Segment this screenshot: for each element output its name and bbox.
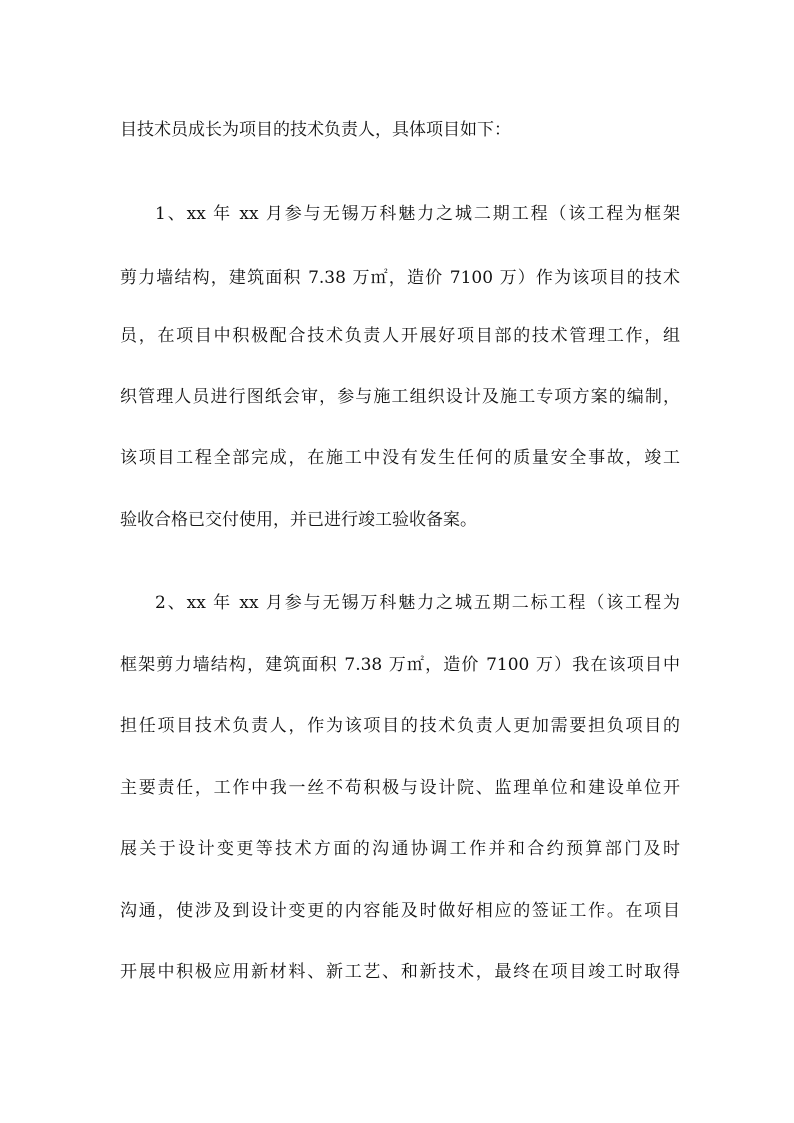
text-line-6: 该项目工程全部完成，在施工中没有发生任何的质量安全事故，竣工 [120,448,680,468]
text-line-11: 主要责任，工作中我一丝不苟积极与设计院、监理单位和建设单位开 [120,778,680,798]
text-line-5: 织管理人员进行图纸会审，参与施工组织设计及施工专项方案的编制， [120,387,680,407]
text-line-4: 员，在项目中积极配合技术负责人开展好项目部的技术管理工作，组 [120,326,680,346]
text-line-12: 展关于设计变更等技术方面的沟通协调工作并和合约预算部门及时 [120,839,680,859]
text-line-1: 目技术员成长为项目的技术负责人，具体项目如下： [120,120,511,140]
text-line-10: 担任项目技术负责人，作为该项目的技术负责人更加需要担负项目的 [120,716,680,736]
text-line-3: 剪力墙结构，建筑面积 7.38 万㎡，造价 7100 万）作为该项目的技术 [120,268,680,288]
text-line-8: 2、xx 年 xx 月参与无锡万科魅力之城五期二标工程（该工程为 [155,593,680,613]
text-line-13: 沟通，使涉及到设计变更的内容能及时做好相应的签证工作。在项目 [120,901,680,921]
text-line-2: 1、xx 年 xx 月参与无锡万科魅力之城二期工程（该工程为框架 [155,204,680,224]
text-line-7: 验收合格已交付使用，并已进行竣工验收备案。 [120,510,477,530]
text-line-9: 框架剪力墙结构，建筑面积 7.38 万㎡，造价 7100 万）我在该项目中 [120,655,680,675]
text-line-14: 开展中积极应用新材料、新工艺、和新技术，最终在项目竣工时取得 [120,962,680,982]
